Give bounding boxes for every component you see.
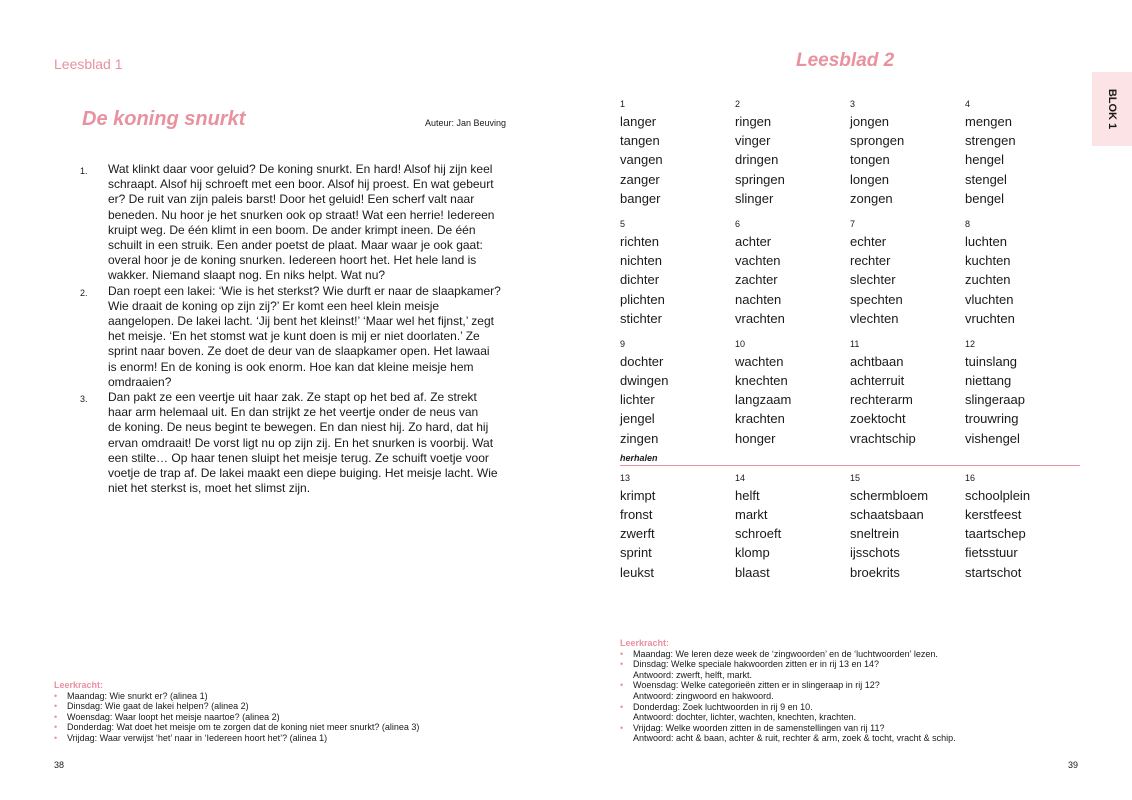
- teacher-question: [620, 702, 1090, 723]
- paragraph-line: beneden. Nu hoor je het snurken ook op straat! Wat een herrie! Iedereen: [108, 207, 495, 222]
- word-group: [620, 473, 735, 582]
- word-item: klomp: [735, 545, 770, 561]
- word-item: zongen: [850, 190, 893, 206]
- teacher-question: [54, 712, 574, 723]
- page-number-left: 38: [54, 760, 65, 770]
- word-item: springen: [735, 171, 785, 187]
- question-text: Vrijdag: Waar verwijst ‘het’ naar in ‘Iedereen hoort het’? (alinea 1): [67, 732, 328, 743]
- paragraph-line: overal hoor je de koning snurken. Iedereen hoort het. Het hele land is: [108, 253, 477, 268]
- group-number: 2: [735, 99, 741, 109]
- paragraph-line: het meisje. ‘En het stomst wat je kunt doen is mij er niet doorlaten.’ Ze: [108, 329, 480, 344]
- question-text: Donderdag: Zoek luchtwoorden in rij 9 en 10.: [633, 701, 813, 712]
- word-item: hengel: [965, 152, 1005, 168]
- bullet-icon: •: [54, 701, 58, 712]
- bullet-icon: •: [620, 648, 624, 659]
- teacher-question-list: [620, 649, 1090, 744]
- paragraph-line: is enorm! En de koning is ook enorm. Hoe kan dat kleine meisje hem: [108, 359, 474, 374]
- group-number: 16: [965, 472, 976, 483]
- word-item: knechten: [735, 373, 788, 389]
- word-group-row: [620, 99, 1080, 208]
- word-item: vluchten: [965, 291, 1014, 307]
- word-item: jengel: [620, 411, 655, 427]
- word-group: [965, 99, 1080, 208]
- word-group: [850, 473, 965, 582]
- group-number: 9: [620, 338, 626, 349]
- word-item: zwerft: [620, 526, 655, 542]
- teacher-question: [620, 649, 1090, 660]
- word-item: slinger: [735, 190, 774, 206]
- teacher-question-list: [54, 691, 574, 744]
- group-number: 8: [965, 218, 971, 229]
- word-item: schermbloem: [850, 487, 929, 503]
- word-item: fronst: [620, 507, 653, 522]
- word-item: echter: [850, 233, 887, 249]
- story-paragraph: [80, 284, 512, 390]
- right-page-header: Leesblad 2: [796, 50, 895, 71]
- paragraph-text: [108, 284, 512, 390]
- word-group: [850, 219, 965, 328]
- word-item: zachter: [735, 272, 778, 288]
- word-item: sneltrein: [850, 526, 900, 542]
- question-text: Dinsdag: Welke speciale hakwoorden zitten er in rij 13 en 14?: [633, 659, 879, 670]
- word-item: luchten: [965, 233, 1007, 249]
- word-group: [735, 339, 850, 448]
- answer-text: Antwoord: dochter, lichter, wachten, knechten, krachten.: [633, 712, 857, 723]
- word-item: vrachten: [735, 310, 785, 326]
- teacher-notes-right: [620, 638, 1090, 744]
- word-item: bengel: [965, 190, 1005, 206]
- left-page-header: Leesblad 1: [54, 56, 123, 72]
- group-number: 14: [735, 472, 746, 483]
- paragraph-line: omdraaien?: [108, 374, 172, 389]
- word-groups: [620, 99, 1080, 448]
- word-group: [965, 339, 1080, 448]
- word-item: blaast: [735, 564, 770, 580]
- word-item: nachten: [735, 291, 782, 307]
- teacher-question: [54, 691, 574, 702]
- word-item: banger: [620, 190, 661, 206]
- word-item: strengen: [965, 133, 1016, 149]
- answer-text: Antwoord: zwerft, helft, markt.: [633, 669, 753, 680]
- word-item: schaatsbaan: [850, 507, 924, 522]
- word-item: markt: [735, 507, 768, 522]
- word-group: [735, 99, 850, 208]
- word-item: tangen: [620, 133, 660, 149]
- group-number: 11: [850, 338, 860, 349]
- row-spacer: [620, 328, 1080, 339]
- question-text: Vrijdag: Welke woorden zitten in de samenstellingen van rij 11?: [633, 722, 885, 733]
- word-item: mengen: [965, 114, 1012, 129]
- word-item: zoektocht: [850, 411, 906, 427]
- word-grid: [620, 99, 1080, 582]
- word-item: vachten: [735, 253, 781, 269]
- teacher-label: Leerkracht:: [620, 638, 670, 648]
- paragraph-line: Dan roept een lakei: ‘Wie is het sterkst? Wie durft er naar de slaapkamer?: [108, 283, 501, 298]
- bullet-icon: •: [620, 680, 624, 691]
- word-item: achterruit: [850, 373, 905, 389]
- word-item: achter: [735, 233, 772, 249]
- word-item: vishengel: [965, 430, 1020, 446]
- paragraph-line: een stilte… Op haar tenen sluipt het meisje terug. Ze schuift voetje voor: [108, 450, 489, 465]
- group-number: 3: [850, 99, 856, 109]
- question-text: Maandag: Wie snurkt er? (alinea 1): [67, 690, 208, 701]
- group-number: 10: [735, 338, 746, 349]
- word-group: [850, 99, 965, 208]
- word-item: honger: [735, 430, 776, 446]
- word-item: achtbaan: [850, 353, 904, 369]
- repeat-section: [620, 452, 1080, 582]
- group-number: 4: [965, 99, 971, 109]
- word-item: kerstfeest: [965, 507, 1022, 522]
- word-group-row: [620, 473, 1080, 582]
- paragraph-text: [108, 162, 512, 284]
- group-number: 12: [965, 338, 976, 349]
- word-item: tongen: [850, 152, 890, 168]
- word-item: helft: [735, 487, 760, 503]
- group-number: 13: [620, 472, 631, 483]
- paragraph-number: 3.: [80, 394, 88, 405]
- bullet-icon: •: [54, 732, 58, 743]
- word-item: fietsstuur: [965, 545, 1018, 561]
- bullet-icon: •: [54, 722, 58, 733]
- answer-text: Antwoord: acht & baan, achter & ruit, rechter & arm, zoek & tocht, vracht & schip.: [633, 733, 956, 744]
- word-item: tuinslang: [965, 353, 1018, 369]
- answer-text: Antwoord: zingwoord en hakwoord.: [633, 690, 774, 701]
- story-paragraph: [80, 162, 512, 284]
- word-item: longen: [850, 171, 890, 187]
- word-item: dichter: [620, 272, 660, 288]
- question-text: Woensdag: Welke categorieën zitten er in slingeraap in rij 12?: [633, 680, 880, 691]
- word-group: [850, 339, 965, 448]
- group-number: 1: [620, 99, 626, 109]
- teacher-question: [620, 723, 1090, 744]
- word-item: sprint: [620, 545, 652, 561]
- teacher-question: [54, 733, 574, 744]
- word-item: leukst: [620, 564, 654, 580]
- word-item: dochter: [620, 353, 664, 369]
- word-item: jongen: [850, 114, 890, 129]
- word-item: vinger: [735, 133, 771, 149]
- word-item: wachten: [735, 353, 784, 369]
- story-text: [80, 162, 512, 496]
- story-paragraph: [80, 390, 512, 496]
- word-item: ringen: [735, 114, 772, 129]
- word-item: startschot: [965, 564, 1022, 580]
- paragraph-line: Wie draait de koning op zijn zij?’ Er komt een heel klein meisje: [108, 298, 440, 313]
- word-item: stengel: [965, 171, 1007, 187]
- word-item: langer: [620, 114, 657, 129]
- word-group: [965, 219, 1080, 328]
- blok-tab-label: BLOK 1: [1106, 88, 1118, 130]
- story-title: De koning snurkt: [82, 108, 246, 130]
- blok-tab: [1092, 72, 1132, 146]
- word-item: vangen: [620, 152, 663, 168]
- paragraph-line: voetje de trap af. De lakei maakt een diepe buiging. Het meisje lacht. Wie: [108, 466, 498, 481]
- paragraph-line: Dan pakt ze een veertje uit haar zak. Ze stapt op het bed af. Ze strekt: [108, 390, 477, 405]
- paragraph-line: schuilt in een struik. Een ander poetst de plaat. Maar waar je ook gaat:: [108, 238, 483, 253]
- paragraph-line: de koning. De neus begint te bewegen. En dan niest hij. Zo hard, dat hij: [108, 420, 489, 435]
- group-number: 15: [850, 472, 861, 483]
- paragraph-line: haar arm helemaal uit. En dan strijkt ze het veertje onder de neus van: [108, 405, 479, 420]
- paragraph-line: sprint naar boven. Ze doet de deur van de slaapkamer open. Het lawaai: [108, 344, 490, 359]
- teacher-question: [620, 680, 1090, 701]
- word-item: zanger: [620, 171, 660, 187]
- paragraph-line: kruipt weg. De één klimt in een boom. De ander krimpt ineen. De één: [108, 222, 476, 237]
- teacher-question: [54, 722, 574, 733]
- word-item: rechter: [850, 253, 891, 269]
- paragraph-line: aangelopen. De lakei lacht. ‘Jij bent het kleinst!’ ‘Maar wel het fijnst,’ zegt: [108, 314, 494, 329]
- word-group: [620, 219, 735, 328]
- paragraph-line: Wat klinkt daar voor geluid? De koning snurkt. En hard! Alsof hij zijn keel: [108, 162, 493, 176]
- word-group: [620, 339, 735, 448]
- question-text: Dinsdag: Wie gaat de lakei helpen? (alinea 2): [67, 701, 249, 712]
- group-number: 5: [620, 218, 626, 229]
- word-group: [735, 473, 850, 582]
- word-item: trouwring: [965, 411, 1019, 427]
- word-item: nichten: [620, 253, 662, 269]
- word-item: schroeft: [735, 526, 782, 542]
- word-item: slingeraap: [965, 392, 1025, 408]
- bullet-icon: •: [620, 701, 624, 712]
- word-item: spechten: [850, 291, 903, 307]
- word-item: krachten: [735, 411, 785, 427]
- bullet-icon: •: [620, 659, 624, 670]
- word-item: zingen: [620, 430, 659, 446]
- paragraph-line: niet het sterkst is, moet het slimst zijn.: [108, 481, 311, 496]
- group-number: 7: [850, 218, 856, 229]
- paragraph-line: wakker. Niemand slaapt nog. En niks helpt. Wat nu?: [108, 268, 386, 283]
- teacher-question: [620, 659, 1090, 680]
- word-item: richten: [620, 233, 660, 249]
- word-item: langzaam: [735, 392, 792, 408]
- word-item: taartschep: [965, 526, 1026, 542]
- word-item: stichter: [620, 310, 662, 326]
- paragraph-line: ervan omdraait! De vorst ligt nu op zijn zij. En het snurken is voorbij. Wat: [108, 435, 494, 450]
- word-item: broekrits: [850, 564, 900, 580]
- word-item: rechterarm: [850, 392, 913, 408]
- word-item: slechter: [850, 272, 896, 288]
- word-item: niettang: [965, 373, 1012, 389]
- word-item: plichten: [620, 291, 665, 307]
- word-group-row: [620, 219, 1080, 328]
- repeat-divider: [620, 465, 1080, 466]
- row-spacer: [620, 208, 1080, 219]
- repeat-label: herhalen: [620, 452, 658, 463]
- word-item: ijsschots: [850, 545, 900, 561]
- word-group: [620, 99, 735, 208]
- word-item: vrachtschip: [850, 430, 916, 446]
- question-text: Woensdag: Waar loopt het meisje naartoe? (alinea 2): [67, 711, 280, 722]
- paragraph-line: er? De ruit van zijn paleis barst! Door het geluid! Een scherf valt naar: [108, 192, 475, 207]
- paragraph-number: 2.: [80, 287, 88, 298]
- bullet-icon: •: [54, 690, 58, 701]
- paragraph-number: 1.: [80, 166, 88, 176]
- word-item: dwingen: [620, 373, 669, 389]
- word-item: schoolplein: [965, 487, 1031, 503]
- paragraph-text: [108, 390, 512, 496]
- group-number: 6: [735, 218, 741, 229]
- question-text: Maandag: We leren deze week de ‘zingwoorden’ en de ‘luchtwoorden’ lezen.: [633, 648, 938, 659]
- word-item: kuchten: [965, 253, 1011, 269]
- word-item: sprongen: [850, 133, 905, 149]
- question-text: Donderdag: Wat doet het meisje om te zorgen dat de koning niet meer snurkt? (alinea 3): [67, 722, 420, 733]
- author-credit: Auteur: Jan Beuving: [425, 118, 507, 128]
- teacher-label: Leerkracht:: [54, 680, 104, 690]
- word-group: [965, 473, 1080, 582]
- word-item: vruchten: [965, 310, 1015, 326]
- word-item: krimpt: [620, 487, 656, 503]
- word-item: lichter: [620, 392, 655, 408]
- bullet-icon: •: [54, 711, 58, 722]
- page-number-right: 39: [1068, 760, 1079, 770]
- paragraph-line: schraapt. Alsof hij schroeft met een boor. Alsof hij proest. En wat gebeurt: [108, 177, 494, 192]
- teacher-question: [54, 701, 574, 712]
- repeat-word-groups: [620, 473, 1080, 582]
- word-group: [735, 219, 850, 328]
- teacher-notes-left: [54, 680, 574, 744]
- word-item: dringen: [735, 152, 779, 168]
- word-group-row: [620, 339, 1080, 448]
- word-item: zuchten: [965, 272, 1011, 288]
- bullet-icon: •: [620, 722, 624, 733]
- word-item: vlechten: [850, 310, 899, 326]
